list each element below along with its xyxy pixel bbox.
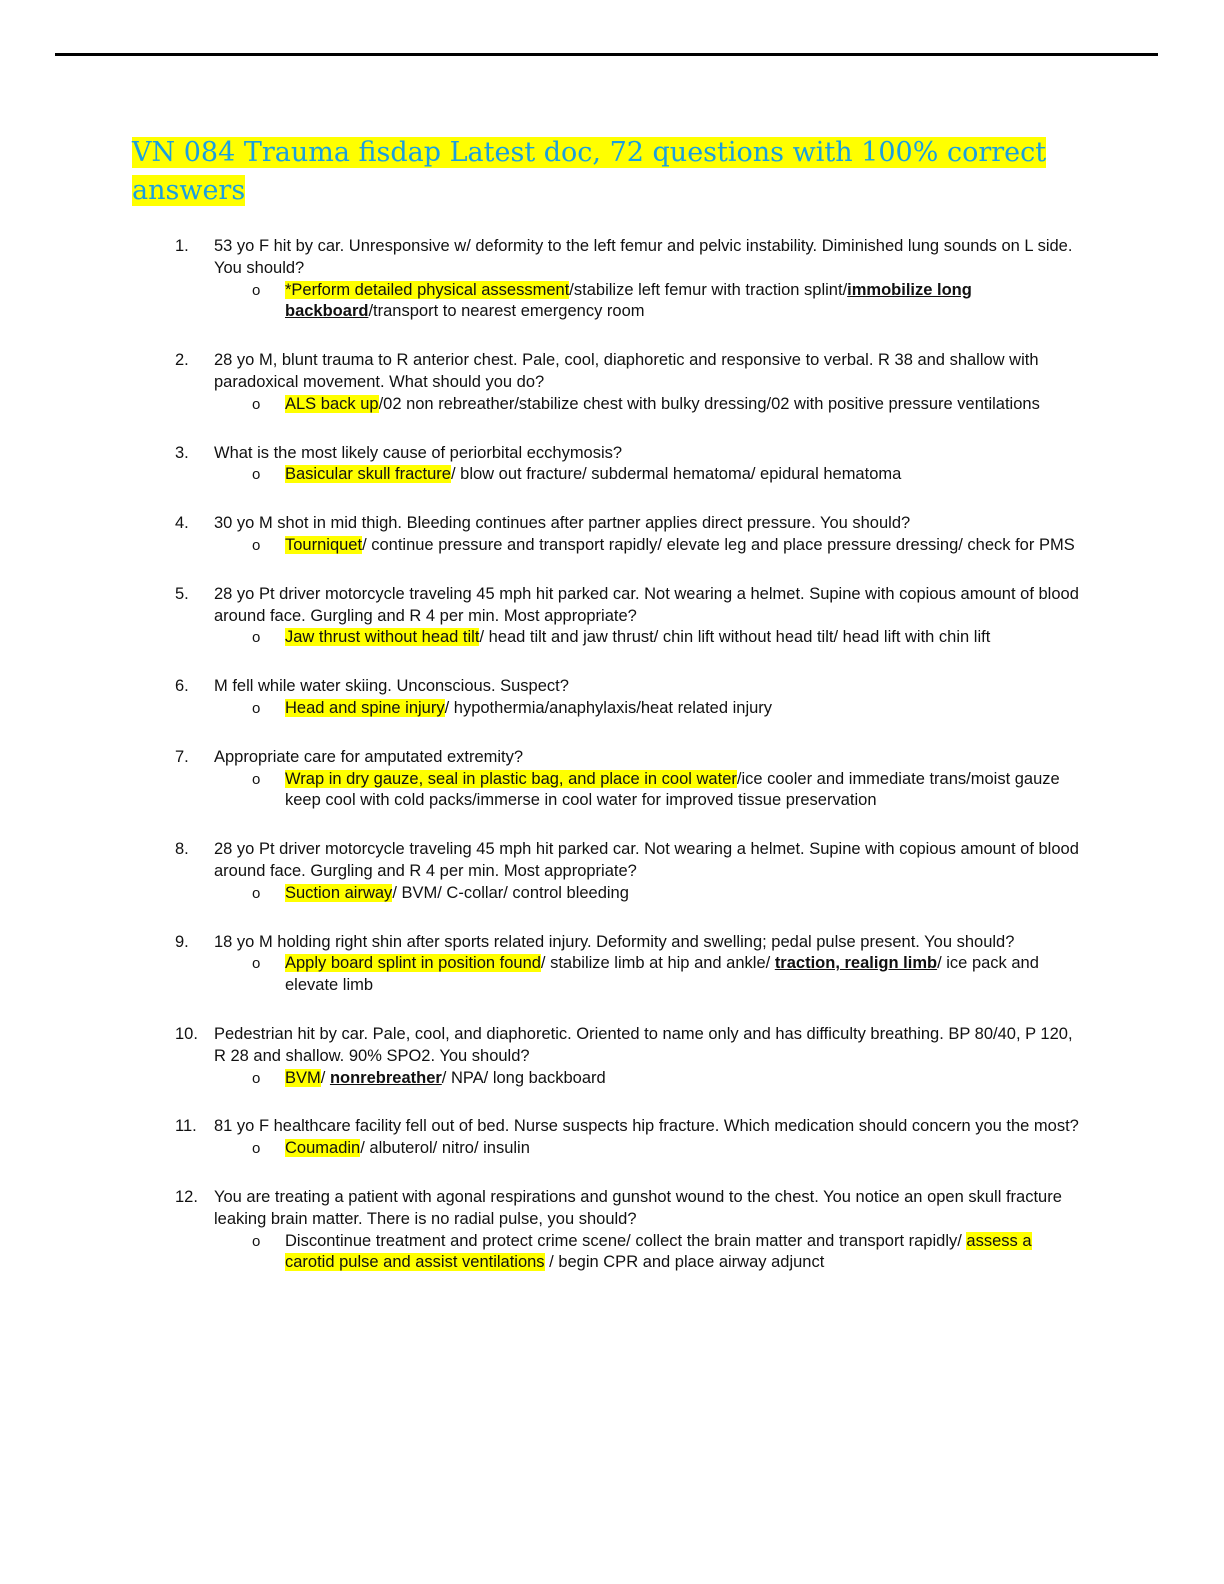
bullet-icon: o — [252, 629, 261, 647]
question-item — [175, 236, 1085, 323]
bullet-icon: o — [252, 466, 261, 484]
correct-answer-highlight: Basicular skull fracture — [285, 465, 451, 484]
question-number: 7. — [175, 747, 189, 766]
answer-text: / hypothermia/anaphylaxis/heat related injury — [444, 698, 773, 717]
question-item — [175, 932, 1085, 997]
header-rule — [55, 53, 1158, 56]
question-item — [175, 443, 1085, 487]
bullet-icon: o — [252, 536, 261, 554]
correct-answer-highlight: Suction airway — [285, 883, 393, 902]
question-item — [175, 1024, 1085, 1089]
question-text: You are treating a patient with agonal respirations and gunshot wound to the chest. You notice an open skull fracture leaking brain matter. There is no radial pulse, you should? — [214, 1187, 1062, 1228]
correct-answer-highlight: BVM — [285, 1068, 321, 1087]
answer-options — [175, 535, 1085, 557]
answer-options — [175, 1231, 1085, 1275]
answer-text: / blow out fracture/ subdermal hematoma/ epidural hematoma — [450, 465, 902, 484]
answer-options — [175, 953, 1085, 997]
bullet-icon: o — [252, 955, 261, 973]
question-number: 1. — [175, 237, 189, 255]
question-list — [175, 236, 1085, 1301]
answer-text: / stabilize limb at hip and ankle/ — [540, 954, 775, 973]
question-text: Pedestrian hit by car. Pale, cool, and diaphoretic. Oriented to name only and has difficulty breathing. BP 80/40, P 120, R 28 and shallow. 90% SPO2. You should? — [214, 1024, 1073, 1065]
answer-text: /ice cooler and immediate trans/moist gauze keep cool with cold packs/immerse in cool water for improved tissue preservation — [285, 769, 1060, 810]
bullet-icon: o — [252, 884, 261, 902]
answer-text: / NPA/ long backboard — [441, 1068, 606, 1087]
correct-answer-highlight: Wrap in dry gauze, seal in plastic bag, and place in cool water — [285, 769, 737, 788]
question-text: 28 yo Pt driver motorcycle traveling 45 mph hit parked car. Not wearing a helmet. Supine with copious amount of blood around face. Gurgling and R 4 per min. Most appropriate? — [214, 840, 1079, 880]
bullet-icon: o — [252, 1069, 261, 1087]
question-number: 4. — [175, 514, 189, 533]
answer-options — [175, 1068, 1085, 1090]
question-item — [175, 1187, 1085, 1274]
question-text: What is the most likely cause of periorbital ecchymosis? — [214, 443, 623, 462]
answer-options — [175, 698, 1085, 720]
answer-options — [175, 769, 1085, 813]
answer-text: / head tilt and jaw thrust/ chin lift without head tilt/ head lift with chin lift — [479, 628, 991, 647]
question-item — [175, 350, 1085, 415]
question-item — [175, 513, 1085, 557]
correct-answer-highlight: Tourniquet — [285, 535, 363, 554]
bullet-icon: o — [252, 770, 261, 788]
answer-text: / albuterol/ nitro/ insulin — [360, 1139, 530, 1158]
correct-answer-highlight: Apply board splint in position found — [285, 954, 541, 973]
question-number: 3. — [175, 443, 189, 462]
answer-options — [175, 627, 1085, 649]
question-text: 53 yo F hit by car. Unresponsive w/ deformity to the left femur and pelvic instability. Diminished lung sounds on L side. You should? — [214, 237, 1073, 277]
question-text: 28 yo Pt driver motorcycle traveling 45 mph hit parked car. Not wearing a helmet. Supine with copious amount of blood around face. Gurgling and R 4 per min. Most appropriate? — [214, 584, 1079, 625]
correct-answer-highlight: *Perform detailed physical assessment — [285, 280, 570, 299]
underlined-answer: immobilize long backboard — [285, 280, 972, 321]
correct-answer-highlight: ALS back up — [285, 394, 379, 413]
answer-text: / begin CPR and place airway adjunct — [544, 1253, 825, 1272]
question-item — [175, 747, 1085, 812]
question-number: 12. — [175, 1187, 198, 1206]
answer-options — [175, 394, 1085, 416]
answer-text: /transport to nearest emergency room — [368, 302, 645, 321]
answer-text: / ice pack and elevate limb — [285, 954, 1039, 995]
answer-text: / BVM/ C-collar/ control bleeding — [392, 883, 629, 902]
question-number: 5. — [175, 584, 189, 603]
question-number: 2. — [175, 351, 189, 370]
correct-answer-highlight: Head and spine injury — [285, 698, 445, 717]
question-item — [175, 839, 1085, 904]
bullet-icon: o — [252, 1232, 261, 1250]
document-title — [132, 134, 1052, 210]
question-item — [175, 584, 1085, 649]
answer-options — [175, 1138, 1085, 1160]
correct-answer-highlight: Jaw thrust without head tilt — [285, 628, 480, 647]
question-text: M fell while water skiing. Unconscious. Suspect? — [214, 677, 569, 696]
answer-text: / — [320, 1068, 330, 1087]
question-number: 11. — [175, 1117, 197, 1136]
bullet-icon: o — [252, 1140, 261, 1158]
answer-text: /02 non rebreather/stabilize chest with bulky dressing/02 with positive pressure ventilations — [378, 394, 1040, 413]
document-title-text: VN 084 Trauma fisdap Latest doc, 72 questions with 100% correct answers — [132, 137, 1047, 206]
bullet-icon: o — [252, 281, 261, 299]
answer-text: /stabilize left femur with traction splint/ — [569, 280, 848, 299]
correct-answer-highlight: Coumadin — [285, 1139, 361, 1158]
underlined-answer: traction, realign limb — [774, 954, 938, 973]
question-text: 30 yo M shot in mid thigh. Bleeding continues after partner applies direct pressure. You should? — [214, 514, 911, 533]
question-item — [175, 1116, 1085, 1160]
question-item — [175, 676, 1085, 720]
question-number: 9. — [175, 932, 189, 951]
question-number: 6. — [175, 677, 189, 696]
answer-options — [175, 883, 1085, 905]
answer-text: / continue pressure and transport rapidly/ elevate leg and place pressure dressing/ check for PMS — [362, 535, 1075, 554]
answer-options — [175, 280, 1085, 324]
question-number: 10. — [175, 1024, 198, 1043]
answer-text: Discontinue treatment and protect crime scene/ collect the brain matter and transport rapidly/ — [285, 1231, 967, 1250]
bullet-icon: o — [252, 395, 261, 413]
answer-options — [175, 464, 1085, 486]
question-text: 28 yo M, blunt trauma to R anterior chest. Pale, cool, diaphoretic and responsive to verbal. R 38 and shallow with paradoxical movement. What should you do? — [214, 351, 1039, 391]
question-number: 8. — [175, 840, 189, 859]
underlined-answer: nonrebreather — [329, 1068, 442, 1087]
question-text: Appropriate care for amputated extremity? — [214, 747, 524, 766]
bullet-icon: o — [252, 699, 261, 717]
question-text: 18 yo M holding right shin after sports related injury. Deformity and swelling; pedal pulse present. You should? — [214, 932, 1015, 951]
correct-answer-highlight: assess a carotid pulse and assist ventilations — [285, 1231, 1032, 1272]
question-text: 81 yo F healthcare facility fell out of bed. Nurse suspects hip fracture. Which medication should concern you the most? — [214, 1117, 1079, 1136]
